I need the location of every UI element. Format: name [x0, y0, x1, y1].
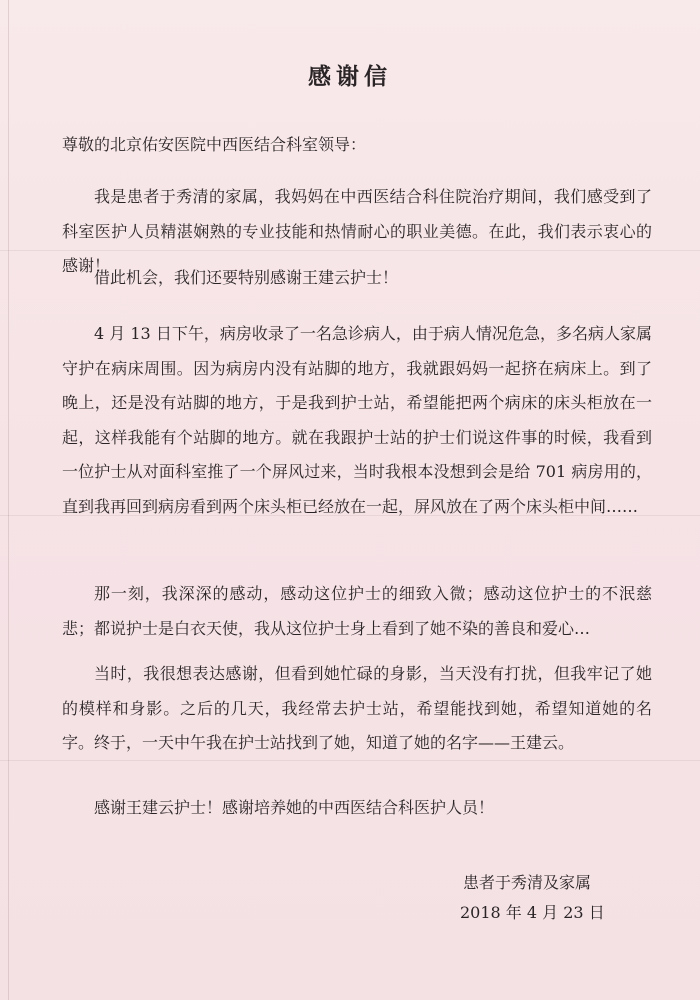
- letter-paragraph: 当时，我很想表达感谢，但看到她忙碌的身影，当天没有打扰，但我牢记了她的模样和身影。之后的几天，我经常去护士站，希望能找到她，希望知道她的名字。终于，一天中午我在护士站找到了她，知道了她的名字——王建云。: [62, 664, 652, 752]
- letter-paragraph: 感谢王建云护士！感谢培养她的中西医结合科医护人员！: [94, 798, 495, 817]
- letter-salutation: 尊敬的北京佑安医院中西医结合科室领导：: [62, 135, 367, 154]
- letter-signature: 患者于秀清及家属: [463, 873, 592, 892]
- letter-title: 感谢信: [308, 64, 392, 90]
- letter-paragraph: 我是患者于秀清的家属，我妈妈在中西医结合科住院治疗期间，我们感受到了科室医护人员精湛娴熟的专业技能和热情耐心的职业美德。在此，我们表示衷心的感谢！: [62, 187, 652, 275]
- letter-paragraph: 那一刻，我深深的感动，感动这位护士的细致入微；感动这位护士的不泯慈悲；都说护士是白衣天使，我从这位护士身上看到了她不染的善良和爱心…: [62, 584, 652, 638]
- paper-fold-line: [8, 0, 9, 1000]
- letter-paragraph: 借此机会，我们还要特别感谢王建云护士！: [94, 268, 399, 287]
- letter-date: 2018 年 4 月 23 日: [460, 903, 605, 922]
- letter-paragraph: 4 月 13 日下午，病房收录了一名急诊病人，由于病人情况危急，多名病人家属守护在病床周围。因为病房内没有站脚的地方，我就跟妈妈一起挤在病床上。到了晚上，还是没有站脚的地方，于是我到护士站，希望能把两个病床的床头柜放在一起，这样我能有个站脚的地方。就在我跟护士站的护士们说这件事的时候，我看到一位护士从对面科室推了一个屏风过来，当时我根本没想到会是给 701 病房用的，直到我再回到病房看到两个床头柜已经放在一起，屏风放在了两个床头柜中间……: [62, 324, 652, 516]
